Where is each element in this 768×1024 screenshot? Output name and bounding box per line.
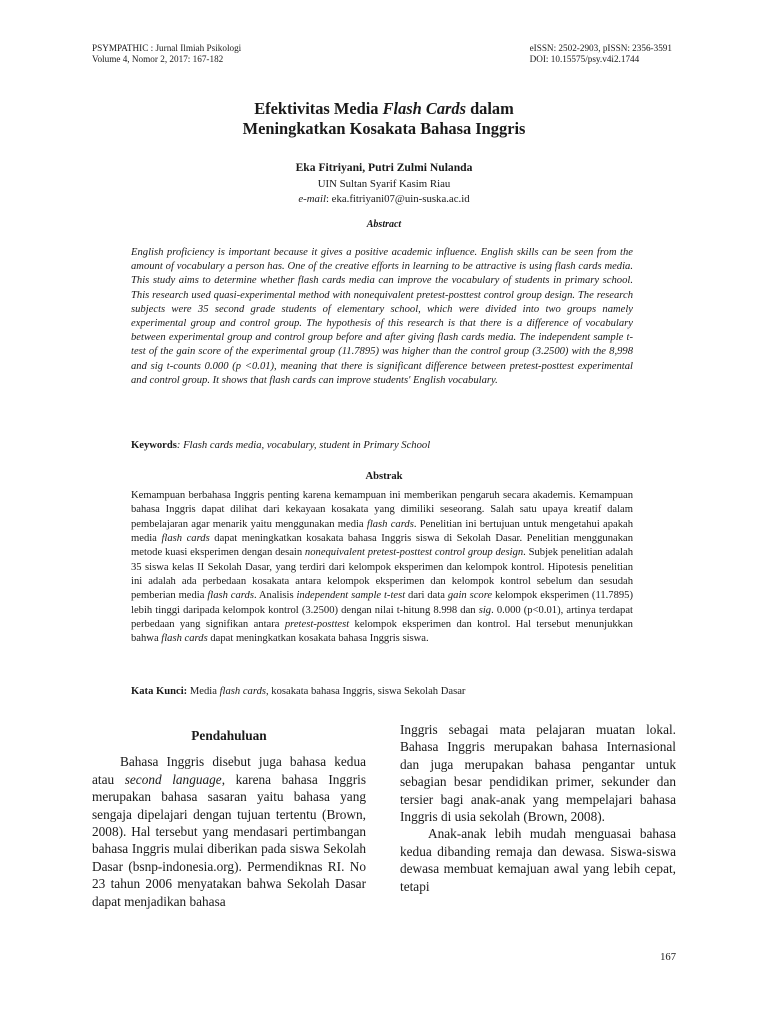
- abstract-heading: Abstract: [366, 219, 402, 230]
- title-line-1: Efektivitas Media Flash Cards dalam: [254, 99, 514, 118]
- running-header-right: [530, 43, 672, 65]
- body-column-left: [92, 727, 366, 910]
- keywords: Keywords: Flash cards media, vocabulary, student in Primary School: [131, 440, 431, 451]
- author-email: e-mail: eka.fitriyani07@uin-suska.ac.id: [298, 193, 470, 205]
- title-line-2: Meningkatkan Kosakata Bahasa Inggris: [242, 119, 526, 138]
- body-paragraph: Inggris sebagai mata pelajaran muatan lokal. Bahasa Inggris merupakan bahasa Internasional dan juga merupakan bahasa pengantar untuk sebagian besar pendidikan primer, sekunder dan tersier bagi anak-anak yang mempelajari bahasa Inggris di usia sekolah (Brown, 2008).: [400, 722, 676, 825]
- running-header-left: [92, 43, 241, 65]
- abstrak-heading: Abstrak: [365, 471, 403, 482]
- author-affiliation: [0, 177, 768, 207]
- body-column-right: [400, 721, 676, 895]
- body-paragraph: Bahasa Inggris disebut juga bahasa kedua atau second language, karena bahasa Inggris merupakan bahasa sasaran yaitu bahasa yang sengaja dipelajari dengan tujuan tertentu (Brown, 2008). Hal tersebut yang mendasari pertimbangan bahasa Inggris mulai diberikan pada siswa Sekolah Dasar (bsnp-indonesia.org). Permendiknas RI. No 23 tahun 2006 menyatakan bahwa Sekolah Dasar dapat menjadikan bahasa: [92, 754, 366, 909]
- page-number: 167: [660, 952, 676, 963]
- kata-kunci: Kata Kunci: Media flash cards, kosakata bahasa Inggris, siswa Sekolah Dasar: [131, 686, 466, 697]
- author-list: Eka Fitriyani, Putri Zulmi Nulanda: [295, 161, 473, 174]
- abstrak-indonesian: Kemampuan berbahasa Inggris penting karena kemampuan ini memberikan pengaruh secara akademis. Kemampuan bahasa Inggris dapat dilihat dari kekayaan kosakata yang dimiliki seseorang. Salah satu upaya kreatif dalam pembelajaran agar menarik yaitu menggunakan media flash cards. Penelitian ini bertujuan untuk mengetahui apakah media flash cards dapat meningkatkan kosakata bahasa Inggris siswa di Sekolah Dasar. Penelitian menggunakan metode kuasi eksperimen dengan desain nonequivalent pretest-posttest control group design. Subjek penelitian adalah 35 siswa kelas II Sekolah Dasar, yang terdiri dari kelompok eksperimen dan kelompok kontrol. Hipotesis penelitian ini adalah ada perbedaan kosakata antara kelompok eksperimen dan kelompok kontrol sebelum dan sesudah pemberian media flash cards. Analisis independent sample t-test dari data gain score kelompok eksperimen (11.7895) lebih tinggi daripada kelompok kontrol (3.2500) dengan nilai t-hitung 8.998 dan sig. 0.000 (p<0.01), artinya terdapat perbedaan yang signifikan antara pretest-posttest kelompok eksperimen dan kontrol. Hal tersebut menunjukkan bahwa flash cards dapat meningkatkan kosakata bahasa Inggris siswa.: [131, 490, 634, 645]
- journal-issn: eISSN: 2502-2903, pISSN: 2356-3591: [529, 43, 672, 53]
- body-paragraph: Anak-anak lebih mudah menguasai bahasa kedua dibanding remaja dan dewasa. Siswa-siswa dewasa membuat kemajuan awal yang lebih cepat, tetapi: [400, 826, 676, 894]
- abstract-english: English proficiency is important because it gives a positive academic influence. English skills can be seen from the amount of vocabulary a person has. One of the creative efforts in learning to be attractive is using flash cards media. This study aims to determine whether flash cards media can improve the vocabulary of students in primary school. This research used quasi-experimental method with nonequivalent pretest-posttest control group design. The research subjects were 35 second grade students of elementary school, which were divided into two groups namely experimental group and control group. The hypothesis of this research is that there is a difference of vocabulary between experimental group and control group before and after giving flash cards media. The independent sample t-test of the gain score of the experimental group (11.7895) was higher than the control group (3.2500) with the 8,998 and sig t-counts 0.000 (p <0.01), meaning that there is significant difference between pretest-posttest experimental and control group. It shows that flash cards can improve students' English vocabulary.: [131, 247, 633, 386]
- institution: UIN Sultan Syarif Kasim Riau: [317, 178, 451, 190]
- journal-name: PSYMPATHIC : Jurnal Ilmiah Psikologi: [92, 43, 242, 53]
- journal-volume: Volume 4, Nomor 2, 2017: 167-182: [92, 54, 224, 64]
- article-doi: DOI: 10.15575/psy.v4i2.1744: [529, 54, 640, 64]
- section-heading: Pendahuluan: [191, 728, 267, 743]
- article-title: [0, 99, 768, 139]
